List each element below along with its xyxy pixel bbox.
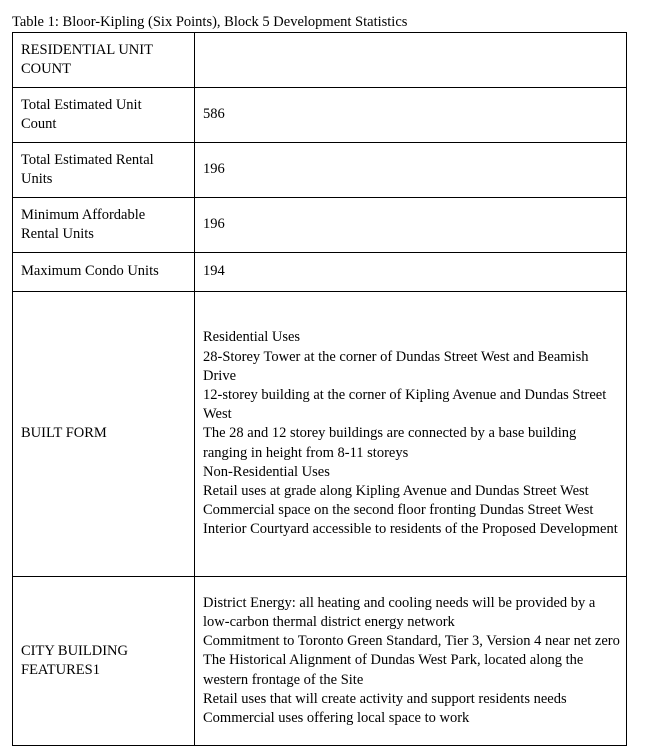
- row-label: Maximum Condo Units: [13, 253, 195, 292]
- built-form-line: Interior Courtyard accessible to residents of the Proposed Development: [203, 521, 618, 538]
- built-form-line: Residential Uses: [203, 329, 301, 346]
- built-form-line: 28-Storey Tower at the corner of Dundas Street West and Beamish Drive: [203, 348, 589, 384]
- header-label-cell: RESIDENTIAL UNIT COUNT: [13, 33, 195, 88]
- built-form-line: 12-storey building at the corner of Kipling Avenue and Dundas Street West: [203, 386, 607, 423]
- row-label: Total Estimated Rental Units: [13, 143, 195, 198]
- table-row-maximum-condo-units: [13, 253, 627, 292]
- development-statistics-table: [12, 32, 627, 746]
- table-row-city-building-features: [13, 577, 627, 746]
- row-value: 194: [195, 253, 627, 292]
- built-form-line: Commercial space on the second floor fronting Dundas Street West: [203, 502, 594, 519]
- row-label: Total Estimated Unit Count: [13, 88, 195, 143]
- table-row-built-form: [13, 292, 627, 577]
- city-building-line: Commercial uses offering local space to work: [203, 710, 470, 726]
- city-building-details: [195, 577, 627, 746]
- row-value: 586: [195, 88, 627, 143]
- built-form-line: Non-Residential Uses: [203, 463, 330, 480]
- city-building-line: District Energy: all heating and cooling needs will be provided by a low-carbon thermal district energy network: [203, 594, 596, 630]
- row-value: 196: [195, 198, 627, 253]
- header-value-cell: [195, 33, 627, 88]
- table-row-total-rental-units: [13, 143, 627, 198]
- city-building-label: CITY BUILDING FEATURES1: [13, 577, 195, 746]
- city-building-line: Retail uses that will create activity and support residents needs: [203, 690, 567, 707]
- table-row-total-unit-count: [13, 88, 627, 143]
- city-building-line: The Historical Alignment of Dundas West Park, located along the western frontage of the Site: [203, 652, 584, 688]
- table-row-minimum-affordable-rental-units: [13, 198, 627, 253]
- city-building-line: Commitment to Toronto Green Standard, Tier 3, Version 4 near net zero: [203, 633, 620, 650]
- row-label: Minimum Affordable Rental Units: [13, 198, 195, 253]
- built-form-label: BUILT FORM: [13, 292, 195, 577]
- row-value: 196: [195, 143, 627, 198]
- table-header-row: [13, 33, 627, 88]
- built-form-line: Retail uses at grade along Kipling Avenue and Dundas Street West: [203, 483, 589, 499]
- built-form-details: [195, 292, 627, 577]
- built-form-line: The 28 and 12 storey buildings are connected by a base building ranging in height from 8-11 storeys: [203, 425, 577, 461]
- table-caption: Table 1: Bloor-Kipling (Six Points), Block 5 Development Statistics: [12, 14, 408, 30]
